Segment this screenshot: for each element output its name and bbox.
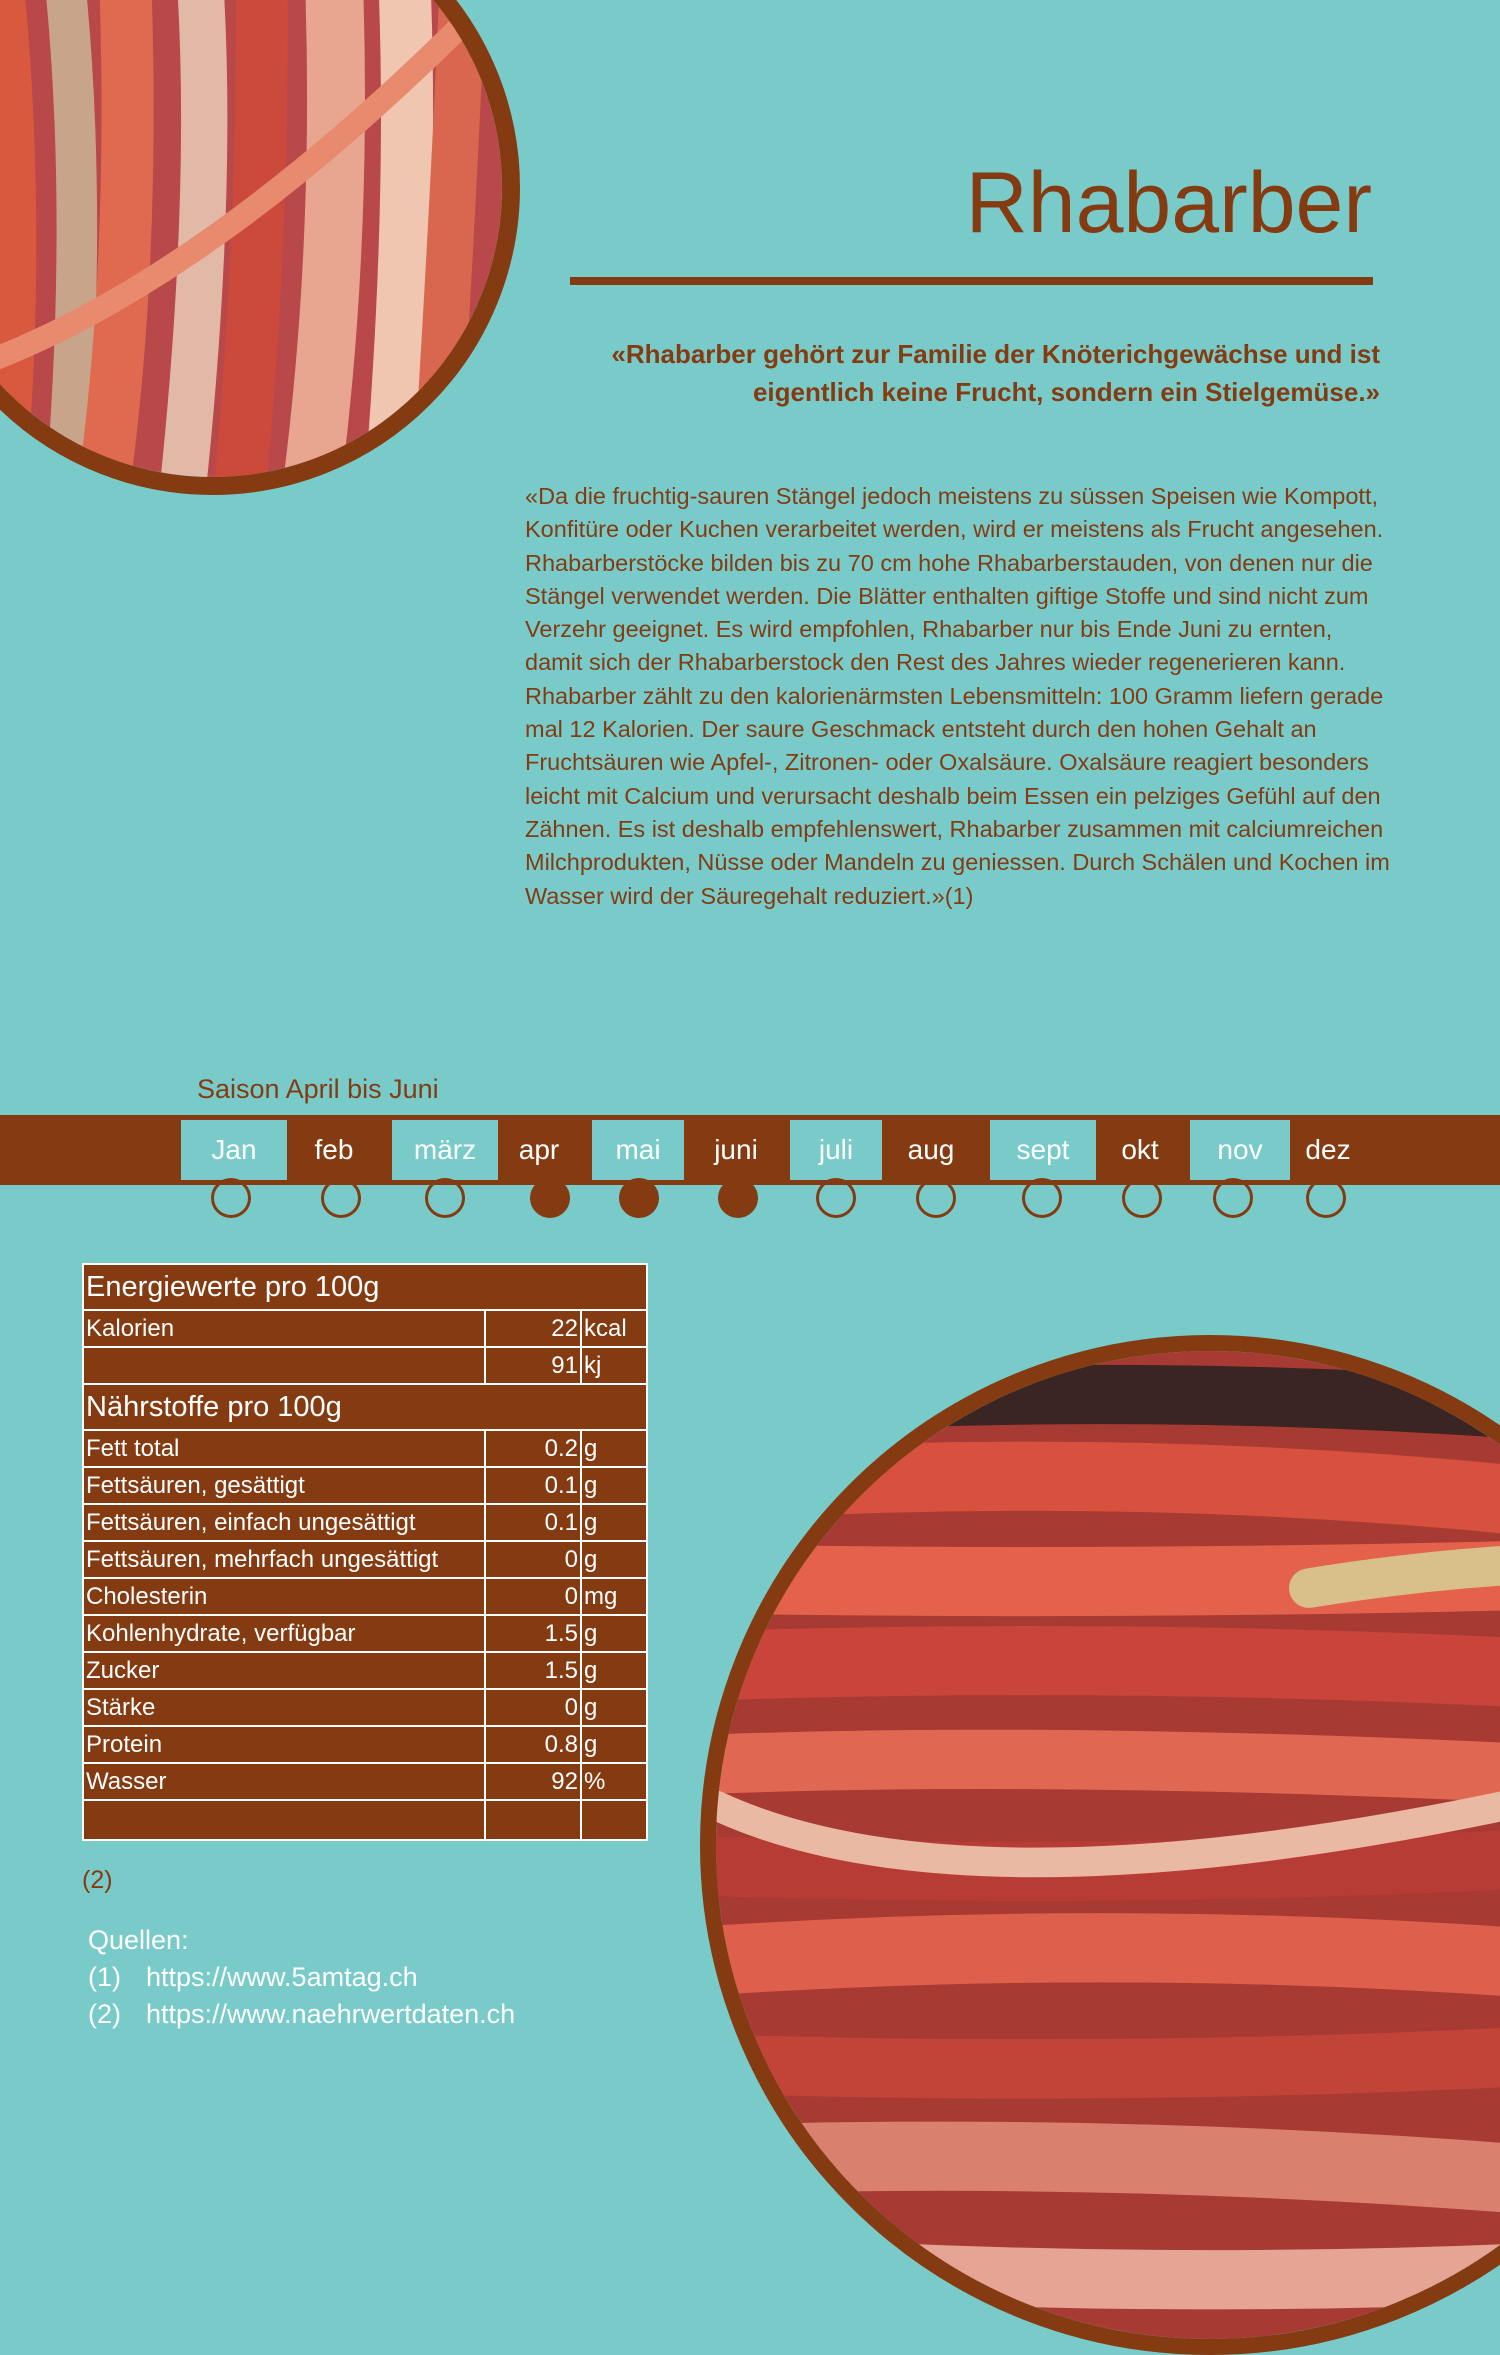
season-marker-okt (1122, 1178, 1162, 1218)
source-number: (1) (88, 1962, 121, 1992)
table-row (83, 1689, 647, 1726)
month-nov: nov (1190, 1120, 1290, 1180)
season-marker-juni (718, 1178, 758, 1218)
month-aug: aug (907, 1134, 955, 1165)
season-marker-apr (530, 1178, 570, 1218)
sources-heading: Quellen: (88, 1925, 189, 1955)
nutrient-name: Stärke (83, 1689, 485, 1726)
nutrient-value: 0.1 (485, 1504, 581, 1541)
table-row (83, 1615, 647, 1652)
season-marker-aug (916, 1178, 956, 1218)
month-band (0, 1115, 1500, 1185)
season-label: Saison April bis Juni (197, 1074, 439, 1104)
nutrient-value: 0 (485, 1578, 581, 1615)
season-marker-dez (1306, 1178, 1346, 1218)
nutrient-name (83, 1800, 485, 1840)
month-jan: Jan (181, 1120, 287, 1180)
nutrient-name: Fettsäuren, mehrfach ungesättigt (83, 1541, 485, 1578)
nutrients-heading: Nährstoffe pro 100g (83, 1384, 647, 1430)
nutrient-value: 0.8 (485, 1726, 581, 1763)
nutrient-value: 0.2 (485, 1430, 581, 1467)
month-sept: sept (990, 1120, 1096, 1180)
table-row (83, 1504, 647, 1541)
table-row (83, 1763, 647, 1800)
nutrient-name: Fett total (83, 1430, 485, 1467)
intro-quote: «Rhabarber gehört zur Familie der Knöterichgewächse und ist eigentlich keine Frucht, sondern ein Stielgemüse.» (611, 339, 1380, 407)
nutrition-table (82, 1263, 648, 1841)
table-row (83, 1652, 647, 1689)
nutrient-value: 1.5 (485, 1652, 581, 1689)
nutrient-unit: kcal (581, 1310, 647, 1347)
page-title: Rhabarber (965, 155, 1372, 251)
nutrient-unit: g (581, 1541, 647, 1578)
source-number: (2) (88, 1999, 121, 2029)
month-okt: okt (1121, 1134, 1159, 1165)
month-mai: mai (592, 1120, 684, 1180)
nutrient-unit (581, 1800, 647, 1840)
nutrient-unit: g (581, 1504, 647, 1541)
season-marker-feb (321, 1178, 361, 1218)
source-item (88, 1959, 515, 1996)
nutrient-value: 0 (485, 1541, 581, 1578)
season-marker-juli (816, 1178, 856, 1218)
table-heading-row (83, 1384, 647, 1430)
nutrient-unit: kj (581, 1347, 647, 1384)
season-marker-jan (211, 1178, 251, 1218)
table-row (83, 1430, 647, 1467)
rhubarb-photo-top (0, 0, 520, 495)
nutrient-name: Wasser (83, 1763, 485, 1800)
source-item (88, 1996, 515, 2033)
nutrient-value: 0.1 (485, 1467, 581, 1504)
table-row (83, 1726, 647, 1763)
table-row (83, 1310, 647, 1347)
nutrient-value (485, 1800, 581, 1840)
nutrient-name (83, 1347, 485, 1384)
nutrient-unit: % (581, 1763, 647, 1800)
nutrient-unit: g (581, 1726, 647, 1763)
nutrient-name: Kalorien (83, 1310, 485, 1347)
nutrient-unit: mg (581, 1578, 647, 1615)
table-row (83, 1800, 647, 1840)
nutrient-unit: g (581, 1615, 647, 1652)
month-apr: apr (518, 1134, 560, 1165)
nutrient-name: Protein (83, 1726, 485, 1763)
nutrient-unit: g (581, 1689, 647, 1726)
table-row (83, 1347, 647, 1384)
energy-heading: Energiewerte pro 100g (83, 1264, 647, 1310)
nutrient-name: Kohlenhydrate, verfügbar (83, 1615, 485, 1652)
nutrient-value: 92 (485, 1763, 581, 1800)
nutrient-value: 91 (485, 1347, 581, 1384)
body-text: «Da die fruchtig-sauren Stängel jedoch meistens zu süssen Speisen wie Kompott, Konfitüre oder Kuchen verarbeitet werden, wird er meistens als Frucht angesehen. Rhabarberstöcke bilden bis zu 70 cm hohe Rhabarberstauden, von denen nur die Stängel verwendet werden. Die Blätter enthalten giftige Stoffe und sind nicht zum Verzehr geeignet. Es wird empfohlen, Rhabarber nur bis Ende Juni zu ernten, damit sich der Rhabarberstock den Rest des Jahres wieder regenerieren kann. Rhabarber zählt zu den kalorienärmsten Lebensmitteln: 100 Gramm liefern gerade mal 12 Kalorien. Der saure Geschmack entsteht durch den hohen Gehalt an Fruchtsäuren wie Apfel-, Zitronen- oder Oxalsäure. Oxalsäure reagiert besonders leicht mit Calcium und verursacht deshalb beim Essen ein pelziges Gefühl auf den Zähnen. Es ist deshalb empfehlenswert, Rhabarber zusammen mit calciumreichen Milchprodukten, Nüsse oder Mandeln zu geniessen. Durch Schälen und Kochen im Wasser wird der Säuregehalt reduziert.»(1) (525, 483, 1390, 909)
season-marker-mai (619, 1178, 659, 1218)
source-link[interactable]: https://www.naehrwertdaten.ch (146, 1999, 516, 2029)
nutrient-unit: g (581, 1652, 647, 1689)
month-maerz: märz (392, 1120, 498, 1180)
nutrient-value: 0 (485, 1689, 581, 1726)
month-juni: juni (714, 1134, 758, 1165)
nutrient-value: 22 (485, 1310, 581, 1347)
month-dez: dez (1305, 1134, 1351, 1165)
season-marker-sept (1022, 1178, 1062, 1218)
season-marker-maerz (425, 1178, 465, 1218)
table-row (83, 1578, 647, 1615)
nutrient-name: Zucker (83, 1652, 485, 1689)
month-feb: feb (314, 1134, 354, 1165)
table-row (83, 1541, 647, 1578)
source-link[interactable]: https://www.5amtag.ch (146, 1962, 418, 1992)
nutrient-unit: g (581, 1430, 647, 1467)
nutrient-name: Cholesterin (83, 1578, 485, 1615)
nutrient-unit: g (581, 1467, 647, 1504)
title-divider (570, 277, 1373, 285)
table-footnote: (2) (82, 1866, 113, 1894)
nutrient-name: Fettsäuren, einfach ungesättigt (83, 1504, 485, 1541)
table-heading-row (83, 1264, 647, 1310)
month-juli: juli (790, 1120, 882, 1180)
nutrient-name: Fettsäuren, gesättigt (83, 1467, 485, 1504)
season-marker-nov (1213, 1178, 1253, 1218)
rhubarb-photo-bottom (700, 1335, 1500, 2355)
nutrient-value: 1.5 (485, 1615, 581, 1652)
sources-section (88, 1922, 515, 2033)
table-row (83, 1467, 647, 1504)
